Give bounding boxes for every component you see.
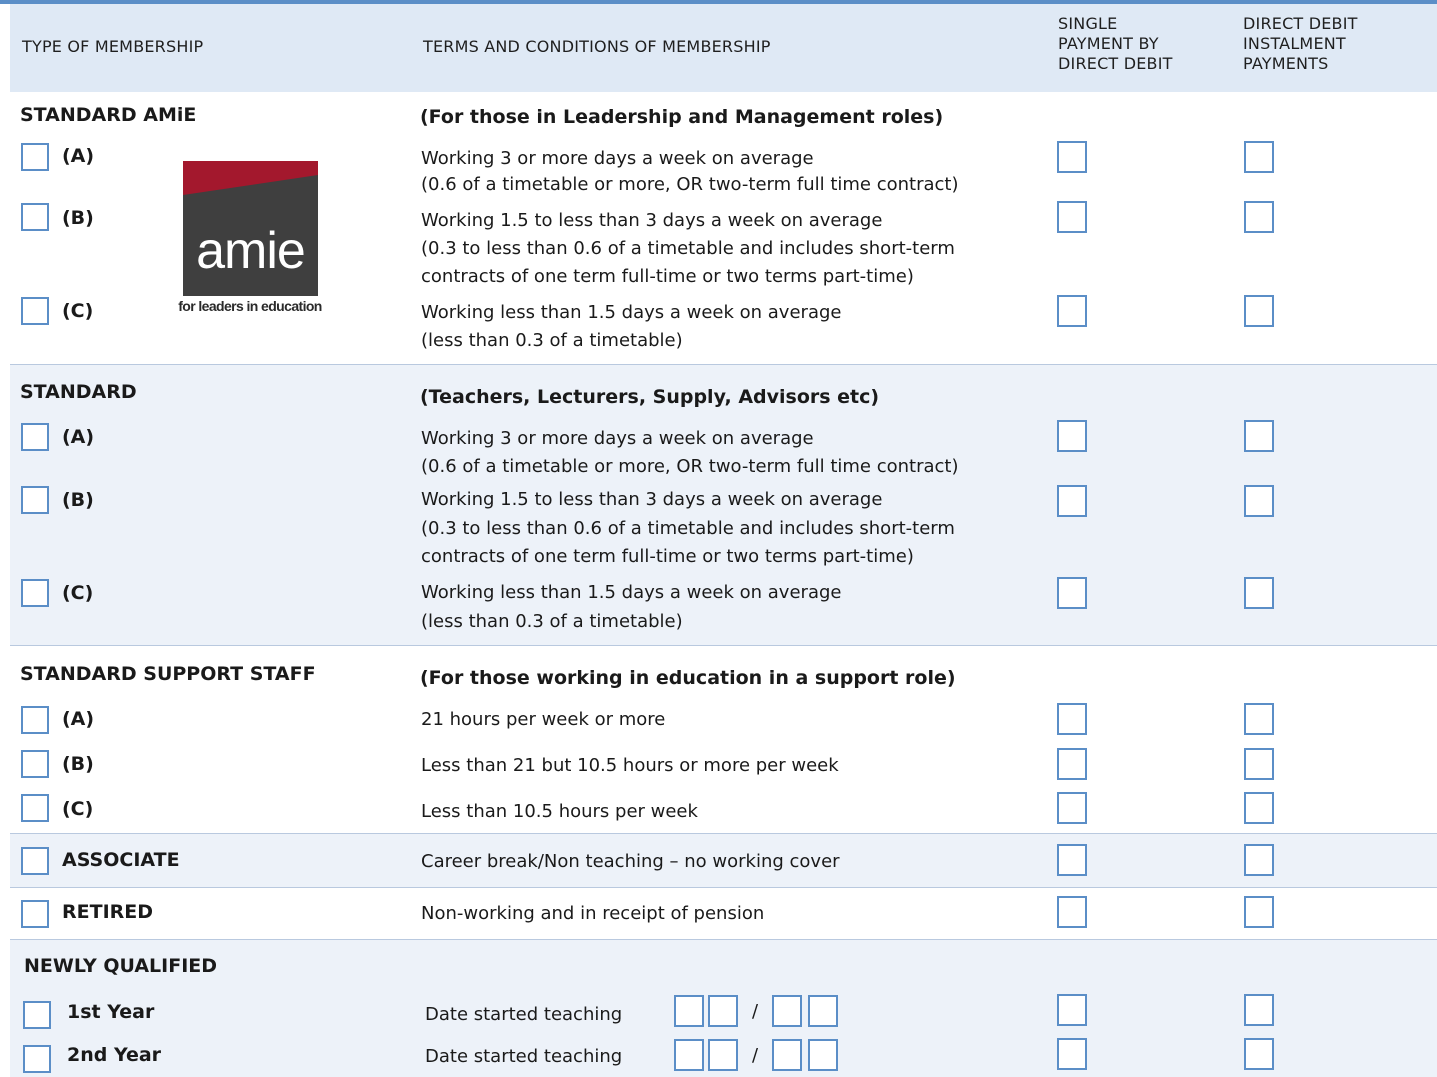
nq-2nd-year-date-label: Date started teaching xyxy=(425,1046,623,1067)
retired-label: RETIRED xyxy=(62,901,154,923)
support-b-instalment-checkbox[interactable] xyxy=(1244,748,1274,780)
amie-a-label: (A) xyxy=(62,145,95,167)
nq-2nd-date-digit-2[interactable] xyxy=(708,1039,738,1071)
section-title-support-staff: STANDARD SUPPORT STAFF xyxy=(20,663,316,685)
nq-2nd-date-digit-1[interactable] xyxy=(674,1039,704,1071)
support-a-terms: 21 hours per week or more xyxy=(421,709,666,730)
standard-c-terms-line2: (less than 0.3 of a timetable) xyxy=(421,611,683,632)
standard-a-label: (A) xyxy=(62,426,95,448)
standard-b-terms-line2: (0.3 to less than 0.6 of a timetable and includes short-term xyxy=(421,518,955,539)
support-c-checkbox[interactable] xyxy=(21,794,49,822)
amie-logo xyxy=(183,161,318,296)
divider xyxy=(10,364,1437,365)
amie-a-single-payment-checkbox[interactable] xyxy=(1057,141,1087,173)
amie-b-checkbox[interactable] xyxy=(21,203,49,231)
amie-c-single-payment-checkbox[interactable] xyxy=(1057,295,1087,327)
standard-b-label: (B) xyxy=(62,489,94,511)
associate-checkbox[interactable] xyxy=(21,847,49,875)
logo-tagline: for leaders in education xyxy=(178,298,322,314)
section-title-standard-amie: STANDARD AMiE xyxy=(20,104,197,126)
header-instalment-payments: DIRECT DEBIT INSTALMENT PAYMENTS xyxy=(1243,14,1358,73)
nq-1st-year-date-label: Date started teaching xyxy=(425,1004,623,1025)
amie-c-instalment-checkbox[interactable] xyxy=(1244,295,1274,327)
amie-c-terms-line2: (less than 0.3 of a timetable) xyxy=(421,330,683,351)
amie-c-label: (C) xyxy=(62,300,94,322)
support-c-terms: Less than 10.5 hours per week xyxy=(421,801,698,822)
nq-1st-single-payment-checkbox[interactable] xyxy=(1057,994,1087,1026)
nq-2nd-single-payment-checkbox[interactable] xyxy=(1057,1038,1087,1070)
logo-wordmark: amie xyxy=(196,222,305,280)
support-a-checkbox[interactable] xyxy=(21,706,49,734)
amie-b-label: (B) xyxy=(62,207,94,229)
associate-single-payment-checkbox[interactable] xyxy=(1057,844,1087,876)
nq-1st-instalment-checkbox[interactable] xyxy=(1244,994,1274,1026)
support-a-single-payment-checkbox[interactable] xyxy=(1057,703,1087,735)
nq-2nd-year-checkbox[interactable] xyxy=(23,1045,51,1073)
retired-instalment-checkbox[interactable] xyxy=(1244,896,1274,928)
amie-a-checkbox[interactable] xyxy=(21,143,49,171)
nq-2nd-date-digit-4[interactable] xyxy=(808,1039,838,1071)
divider xyxy=(10,645,1437,646)
support-c-single-payment-checkbox[interactable] xyxy=(1057,792,1087,824)
standard-b-single-payment-checkbox[interactable] xyxy=(1057,485,1087,517)
support-c-instalment-checkbox[interactable] xyxy=(1244,792,1274,824)
header-single-payment: SINGLE PAYMENT BY DIRECT DEBIT xyxy=(1058,14,1173,73)
logo-red-wedge xyxy=(183,161,318,211)
section-subtitle-standard: (Teachers, Lecturers, Supply, Advisors etc) xyxy=(420,386,880,408)
support-a-label: (A) xyxy=(62,708,95,730)
standard-b-terms-line1: Working 1.5 to less than 3 days a week on average xyxy=(421,489,883,510)
nq-1st-date-digit-2[interactable] xyxy=(708,995,738,1027)
standard-b-instalment-checkbox[interactable] xyxy=(1244,485,1274,517)
divider xyxy=(10,833,1437,834)
nq-2nd-date-separator: / xyxy=(752,1045,759,1066)
nq-1st-date-digit-1[interactable] xyxy=(674,995,704,1027)
amie-c-terms-line1: Working less than 1.5 days a week on average xyxy=(421,302,842,323)
standard-c-single-payment-checkbox[interactable] xyxy=(1057,577,1087,609)
amie-b-terms-line3: contracts of one term full-time or two terms part-time) xyxy=(421,266,914,287)
amie-b-single-payment-checkbox[interactable] xyxy=(1057,201,1087,233)
associate-terms: Career break/Non teaching – no working cover xyxy=(421,851,840,872)
amie-a-terms-line1: Working 3 or more days a week on average xyxy=(421,148,814,169)
amie-a-terms-line2: (0.6 of a timetable or more, OR two-term full time contract) xyxy=(421,174,959,195)
standard-b-terms-line3: contracts of one term full-time or two terms part-time) xyxy=(421,546,914,567)
amie-c-checkbox[interactable] xyxy=(21,297,49,325)
nq-2nd-date-digit-3[interactable] xyxy=(772,1039,802,1071)
support-b-checkbox[interactable] xyxy=(21,750,49,778)
standard-c-terms-line1: Working less than 1.5 days a week on average xyxy=(421,582,842,603)
amie-b-terms-line1: Working 1.5 to less than 3 days a week on average xyxy=(421,210,883,231)
nq-1st-year-checkbox[interactable] xyxy=(23,1001,51,1029)
standard-a-checkbox[interactable] xyxy=(21,423,49,451)
standard-a-single-payment-checkbox[interactable] xyxy=(1057,420,1087,452)
divider xyxy=(10,939,1437,940)
header-type-of-membership: TYPE OF MEMBERSHIP xyxy=(22,37,204,56)
standard-b-checkbox[interactable] xyxy=(21,486,49,514)
divider xyxy=(10,887,1437,888)
header-terms-and-conditions: TERMS AND CONDITIONS OF MEMBERSHIP xyxy=(423,37,771,56)
standard-a-terms-line2: (0.6 of a timetable or more, OR two-term full time contract) xyxy=(421,456,959,477)
retired-checkbox[interactable] xyxy=(21,900,49,928)
nq-1st-year-label: 1st Year xyxy=(67,1001,155,1023)
standard-c-checkbox[interactable] xyxy=(21,579,49,607)
support-c-label: (C) xyxy=(62,798,94,820)
associate-label: ASSOCIATE xyxy=(62,849,180,871)
retired-single-payment-checkbox[interactable] xyxy=(1057,896,1087,928)
amie-a-instalment-checkbox[interactable] xyxy=(1244,141,1274,173)
section-subtitle-support: (For those working in education in a support role) xyxy=(420,667,956,689)
nq-1st-date-separator: / xyxy=(752,1001,759,1022)
standard-c-instalment-checkbox[interactable] xyxy=(1244,577,1274,609)
support-a-instalment-checkbox[interactable] xyxy=(1244,703,1274,735)
nq-2nd-instalment-checkbox[interactable] xyxy=(1244,1038,1274,1070)
amie-b-terms-line2: (0.3 to less than 0.6 of a timetable and includes short-term xyxy=(421,238,955,259)
section-subtitle-amie: (For those in Leadership and Management roles) xyxy=(420,106,944,128)
associate-instalment-checkbox[interactable] xyxy=(1244,844,1274,876)
support-b-single-payment-checkbox[interactable] xyxy=(1057,748,1087,780)
nq-1st-date-digit-3[interactable] xyxy=(772,995,802,1027)
section-title-standard: STANDARD xyxy=(20,381,137,403)
amie-b-instalment-checkbox[interactable] xyxy=(1244,201,1274,233)
section-title-newly-qualified: NEWLY QUALIFIED xyxy=(24,955,218,977)
support-b-terms: Less than 21 but 10.5 hours or more per week xyxy=(421,755,839,776)
standard-a-terms-line1: Working 3 or more days a week on average xyxy=(421,428,814,449)
nq-1st-date-digit-4[interactable] xyxy=(808,995,838,1027)
retired-terms: Non-working and in receipt of pension xyxy=(421,903,765,924)
standard-c-label: (C) xyxy=(62,582,94,604)
standard-a-instalment-checkbox[interactable] xyxy=(1244,420,1274,452)
nq-2nd-year-label: 2nd Year xyxy=(67,1044,162,1066)
support-b-label: (B) xyxy=(62,753,94,775)
